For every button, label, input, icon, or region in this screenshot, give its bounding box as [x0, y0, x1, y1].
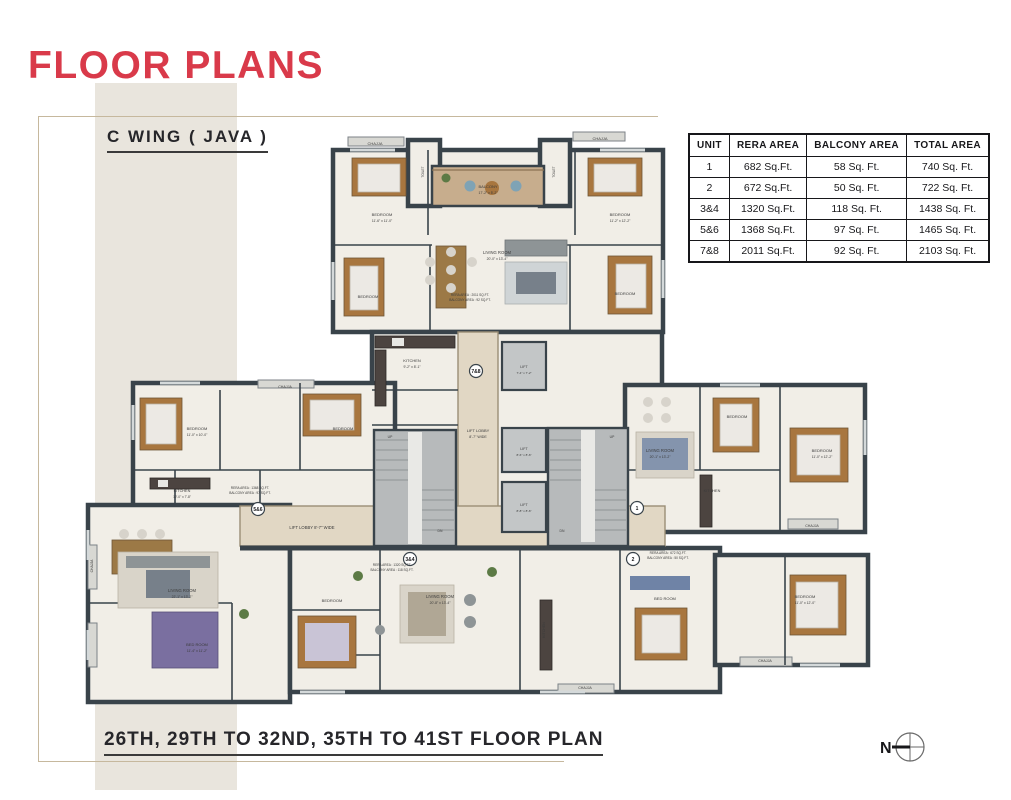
room-label: BALCONY AREA : 97 SQ.FT. [229, 491, 271, 495]
area-table-cell: 92 Sq. Ft. [807, 241, 907, 263]
room-label: 11'-0" x 12'-2" [811, 455, 833, 459]
room-label: CHAJJA [367, 141, 383, 146]
room-label: DN [437, 529, 443, 533]
room-label: BEDROOM [332, 426, 354, 431]
room-label: 12'-0" x 7'-8" [173, 495, 191, 499]
area-table-cell: 7&8 [689, 241, 729, 263]
room-label: BALCONY AREA : 92 SQ.FT. [449, 298, 491, 302]
room-label: CHAJJA [578, 686, 592, 690]
room-label: RERA AREA : 672 SQ.FT. [649, 551, 687, 555]
room-label: KITCHEN [703, 489, 721, 493]
room-label: 9'-2" x 8'-1" [403, 365, 421, 369]
room-label: RERA AREA : 2011 SQ.FT. [450, 293, 490, 297]
room-label: KITCHEN [173, 489, 191, 493]
room-label: LIFT LOBBY [466, 428, 490, 433]
room-label: LIFT LOBBY 8'-7" WIDE [289, 525, 335, 530]
unit-marker-label: 2 [631, 556, 635, 563]
room-label: KITCHEN [542, 622, 546, 638]
room-label: TOILET [421, 166, 425, 178]
room-label: BALCONY AREA : 118 SQ.FT. [370, 568, 414, 572]
unit-marker-label: 1 [635, 505, 639, 512]
room-label: 7'-4" x 7'-2" [516, 371, 532, 375]
room-label: LIFT [520, 447, 528, 451]
room-label: BALCONY AREA : 50 SQ.FT. [647, 556, 689, 560]
room-label: BALCONY [478, 184, 498, 189]
room-label: CHAJJA [805, 524, 819, 528]
room-label: CHAJJA [90, 559, 94, 573]
room-label: 8'-8" x 8'-6" [516, 509, 532, 513]
room-label: LIFT [520, 365, 528, 369]
area-table-cell: 2011 Sq.Ft. [729, 241, 806, 263]
area-table-header-cell: TOTAL AREA [907, 134, 989, 157]
unit-marker-label: 5&6 [253, 506, 263, 513]
compass-n-label: N [880, 740, 892, 757]
area-table-cell: 722 Sq. Ft. [907, 178, 989, 199]
room-label: 8'-6" x 8'-6" [516, 453, 532, 457]
area-table-cell: 1438 Sq. Ft. [907, 199, 989, 220]
floor-range-label: 26TH, 29TH TO 32ND, 35TH TO 41ST FLOOR PLAN [104, 729, 603, 756]
area-table-cell: 672 Sq.Ft. [729, 178, 806, 199]
room-label: 11'-0" x 12'-0" [794, 601, 816, 605]
area-table-cell: 50 Sq. Ft. [807, 178, 907, 199]
room-label: BEDROOM [811, 448, 833, 453]
room-label: BED ROOM [186, 642, 208, 647]
area-table-header-cell: RERA AREA [729, 134, 806, 157]
room-label: BEDROOM [357, 294, 379, 299]
room-label: RERA AREA : 1368 SQ.FT. [230, 486, 270, 490]
room-label: KITCHEN [403, 358, 421, 363]
room-label: 17'-2" x 5'-2" [478, 191, 498, 195]
area-table-cell: 740 Sq. Ft. [907, 157, 989, 178]
room-label: CHAJJA [758, 659, 772, 663]
room-label: BEDROOM [614, 291, 636, 296]
area-table-cell: 2 [689, 178, 729, 199]
room-label: UP [609, 435, 615, 439]
area-table-cell: 1 [689, 157, 729, 178]
room-label: 22'-1" x 13'-2" [171, 595, 193, 599]
room-label: BED ROOM [654, 596, 676, 601]
room-label: LIVING ROOM [168, 588, 196, 593]
area-table-cell: 3&4 [689, 199, 729, 220]
area-table-cell: 682 Sq.Ft. [729, 157, 806, 178]
room-label: 20'-8" x 13'-4" [429, 601, 451, 605]
staircase-left [374, 430, 456, 546]
room-label: BEDROOM [186, 426, 208, 431]
room-label: CHAJJA [592, 136, 608, 141]
room-label: LIVING ROOM [646, 448, 674, 453]
room-label: BEDROOM [321, 598, 343, 603]
room-label: DN [559, 529, 565, 533]
area-table-cell: 58 Sq. Ft. [807, 157, 907, 178]
area-table-cell: 5&6 [689, 220, 729, 241]
page-title: FLOOR PLANS [28, 44, 324, 88]
room-label: 11'-0" x 10'-0" [186, 433, 208, 437]
room-label: BEDROOM [726, 414, 748, 419]
area-table-cell: 1320 Sq.Ft. [729, 199, 806, 220]
area-table-cell: 97 Sq. Ft. [807, 220, 907, 241]
room-label: 20'-1" x 13'-2" [649, 455, 671, 459]
room-label: UP [387, 435, 393, 439]
area-table-cell: 2103 Sq. Ft. [907, 241, 989, 263]
area-table-cell: 1465 Sq. Ft. [907, 220, 989, 241]
room-label: BEDROOM [609, 212, 631, 217]
room-label: 20'-0" x 13'-4" [486, 257, 508, 261]
wing-label: C WING ( JAVA ) [107, 127, 268, 153]
room-label: 11'-6" x 11'-0" [371, 219, 393, 223]
room-label: LIVING ROOM [483, 250, 511, 255]
unit-marker-label: 3&4 [405, 556, 415, 563]
room-label: LIFT [520, 503, 528, 507]
room-label: CHAJJA [278, 385, 292, 389]
unit-marker-label: 7&8 [471, 368, 481, 375]
room-label: TOILET [552, 166, 556, 178]
room-label: 11'-4" x 11'-2" [186, 649, 208, 653]
room-label: 11'-2" x 12'-2" [609, 219, 631, 223]
area-table-cell: 118 Sq. Ft. [807, 199, 907, 220]
area-table-header-cell: BALCONY AREA [807, 134, 907, 157]
room-label: 8'-7" WIDE [469, 435, 487, 439]
area-table-header-cell: UNIT [689, 134, 729, 157]
area-table-cell: 1368 Sq.Ft. [729, 220, 806, 241]
room-label: BEDROOM [794, 594, 816, 599]
room-label: BEDROOM [371, 212, 393, 217]
room-label: RERA AREA : 1320 SQ.FT. [372, 563, 412, 567]
room-label: LIVING ROOM [426, 594, 454, 599]
